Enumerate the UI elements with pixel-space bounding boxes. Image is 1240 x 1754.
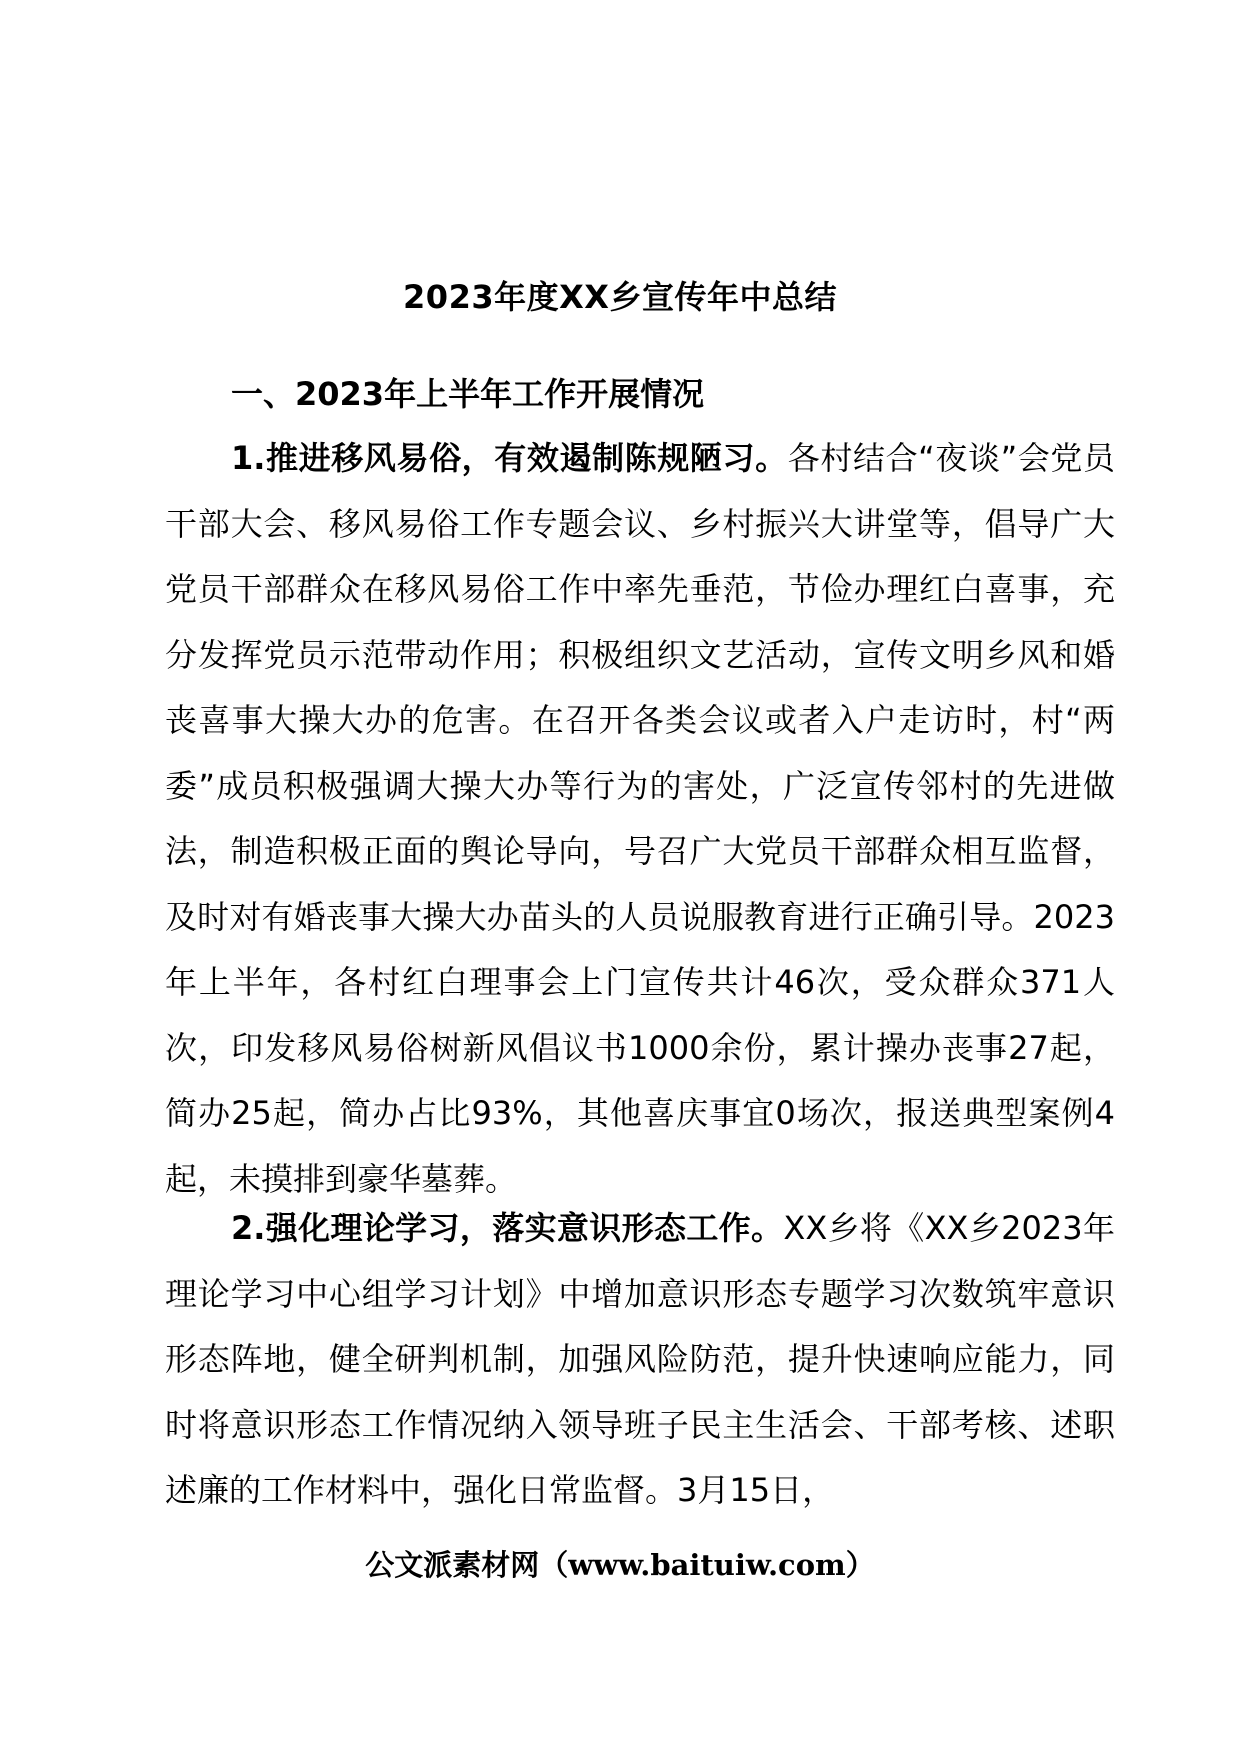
document-title: 2023年度XX乡宣传年中总结 xyxy=(403,278,837,316)
paragraph-1-lead: 1.推进移风易俗，有效遏制陈规陋习。 xyxy=(231,439,788,477)
paragraph-2-lead: 2.强化理论学习，落实意识形态工作。 xyxy=(231,1209,784,1247)
footer-watermark: 公文派素材网（www.baituiw.com） xyxy=(365,1548,875,1582)
paragraph-2-body: XX乡将《XX乡2023年理论学习中心组学习计划》中增加意识形态专题学习次数筑牢意识形态阵地，健全研判机制，加强风险防范，提升快速响应能力，同时将意识形态工作情况纳入领导班子民主生活会、干部考核、述职述廉的工作材料中，强化日常监督。3月15日， xyxy=(165,1209,1115,1509)
paragraph-1-body: 各村结合“夜谈”会党员干部大会、移风易俗工作专题会议、乡村振兴大讲堂等，倡导广大党员干部群众在移风易俗工作中率先垂范，节俭办理红白喜事，充分发挥党员示范带动作用；积极组织文艺活动，宣传文明乡风和婚丧喜事大操大办的危害。在召开各类会议或者入户走访时，村“两委”成员积极强调大操大办等行为的害处，广泛宣传邻村的先进做法，制造积极正面的舆论导向，号召广大党员干部群众相互监督，及时对有婚丧事大操大办苗头的人员说服教育进行正确引导。2023年上半年，各村红白理事会上门宣传共计46次，受众群众371人次，印发移风易俗树新风倡议书1000余份，累计操办丧事27起，简办25起，简办占比93%，其他喜庆事宜0场次，报送典型案例4起，未摸排到豪华墓葬。 xyxy=(165,439,1115,1198)
paragraph-1 xyxy=(165,426,1115,1212)
paragraph-2 xyxy=(165,1196,1115,1524)
section-heading: 一、2023年上半年工作开展情况 xyxy=(231,375,705,413)
